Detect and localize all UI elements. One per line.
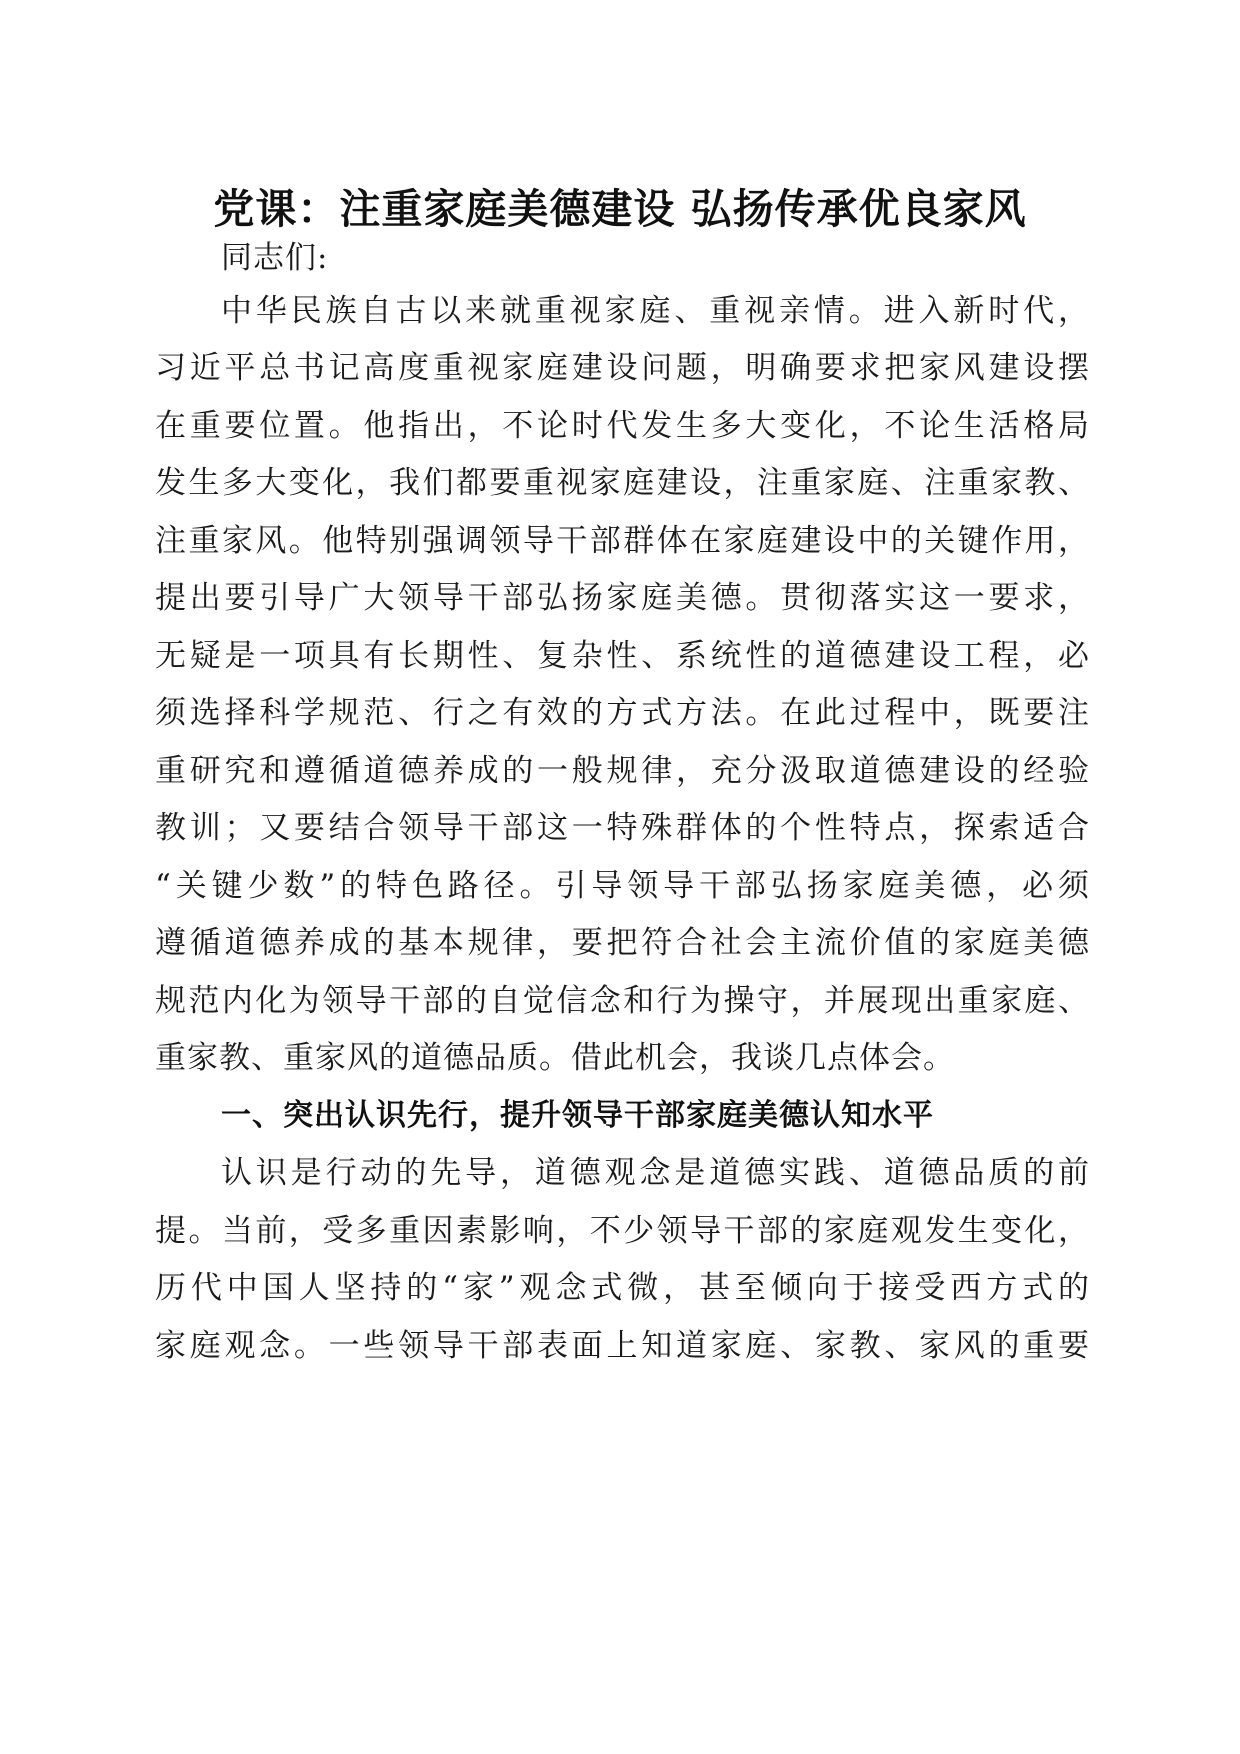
paragraph-1-line: 须选择科学规范、行之有效的方式方法。在此过程中，既要注 xyxy=(155,695,1090,731)
section-1-heading: 一、突出认识先行，提升领导干部家庭美德认知水平 xyxy=(221,1098,934,1133)
paragraph-1-line: 发生多大变化，我们都要重视家庭建设，注重家庭、注重家教、 xyxy=(155,465,1090,501)
paragraph-1-line: 提出要引导广大领导干部弘扬家庭美德。贯彻落实这一要求， xyxy=(155,580,1090,616)
paragraph-1-line: 教训；又要结合领导干部这一特殊群体的个性特点，探索适合 xyxy=(155,810,1090,846)
paragraph-2-line: 提。当前，受多重因素影响，不少领导干部的家庭观发生变化， xyxy=(155,1213,1090,1249)
paragraph-1-line: 规范内化为领导干部的自觉信念和行为操守，并展现出重家庭、 xyxy=(155,983,1090,1019)
paragraph-1-line: 中华民族自古以来就重视家庭、重视亲情。进入新时代， xyxy=(221,293,1090,329)
salutation: 同志们: xyxy=(221,240,329,276)
paragraph-1-line: “关键少数”的特色路径。引导领导干部弘扬家庭美德，必须 xyxy=(155,868,1090,904)
paragraph-1-line: 重研究和遵循道德养成的一般规律，充分汲取道德建设的经验 xyxy=(155,753,1090,789)
paragraph-1-line: 注重家风。他特别强调领导干部群体在家庭建设中的关键作用， xyxy=(155,523,1090,559)
document-title: 党课：注重家庭美德建设 弘扬传承优良家风 xyxy=(213,185,1027,233)
paragraph-2-line: 家庭观念。一些领导干部表面上知道家庭、家教、家风的重要 xyxy=(155,1328,1090,1364)
paragraph-2-line: 认识是行动的先导，道德观念是道德实践、道德品质的前 xyxy=(221,1155,1090,1191)
paragraph-2-line: 历代中国人坚持的“家”观念式微，甚至倾向于接受西方式的 xyxy=(155,1270,1090,1306)
paragraph-1-line: 习近平总书记高度重视家庭建设问题，明确要求把家风建设摆 xyxy=(155,350,1090,386)
paragraph-1-line: 遵循道德养成的基本规律，要把符合社会主流价值的家庭美德 xyxy=(155,925,1090,961)
paragraph-1-line: 重家教、重家风的道德品质。借此机会，我谈几点体会。 xyxy=(155,1040,955,1076)
paragraph-1-line: 在重要位置。他指出，不论时代发生多大变化，不论生活格局 xyxy=(155,408,1090,444)
paragraph-1-line: 无疑是一项具有长期性、复杂性、系统性的道德建设工程，必 xyxy=(155,638,1090,674)
